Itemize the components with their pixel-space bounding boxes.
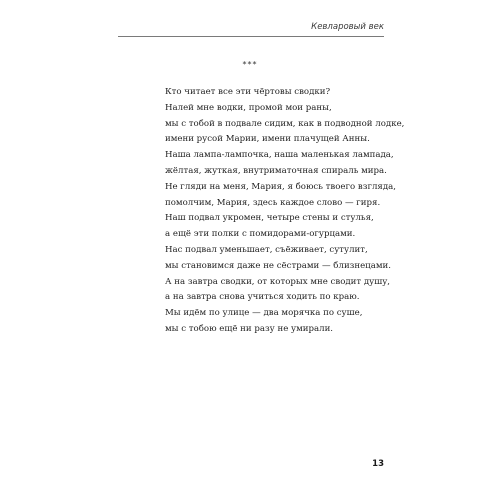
poem-line: а на завтра снова учиться ходить по краю. [165,292,360,303]
poem-text [165,85,405,338]
header-rule [118,36,384,37]
section-ornament: *** [242,60,258,69]
running-title: Кевларовый век [311,22,384,32]
poem-line: Налей мне водки, промой мои раны, [165,102,332,113]
poem-line: мы с тобою ещё ни разу не умирали. [165,323,334,334]
running-head [118,22,384,38]
poem-line: Наш подвал укромен, четыре стены и стулья, [165,213,374,224]
poem-line: Наша лампа-лампочка, наша маленькая лампада, [165,150,394,161]
page-number: 13 [372,459,384,469]
poem-line: мы становимся даже не сёстрами — близнецами. [165,260,391,271]
poem-line: Нас подвал уменьшает, съёживает, сутулит, [165,244,368,255]
poem-line: жёлтая, жуткая, внутриматочная спираль мира. [165,165,387,176]
poem-line: мы с тобой в подвале сидим, как в подводной лодке, [165,118,405,129]
poem-line: а ещё эти полки с помидорами-огурцами. [165,229,356,240]
poem-line: Не гляди на меня, Мария, я боюсь твоего взгляда, [165,181,396,192]
poem-line: имени русой Марии, имени плачущей Анны. [165,134,370,145]
poem-line: помолчим, Мария, здесь каждое слово — гиря. [165,197,381,208]
poem-line: Мы идём по улице — два морячка по суше, [165,308,363,319]
poem-line: Кто читает все эти чёртовы сводки? [165,87,331,97]
poem-line: А на завтра сводки, от которых мне сводит душу, [165,276,390,287]
